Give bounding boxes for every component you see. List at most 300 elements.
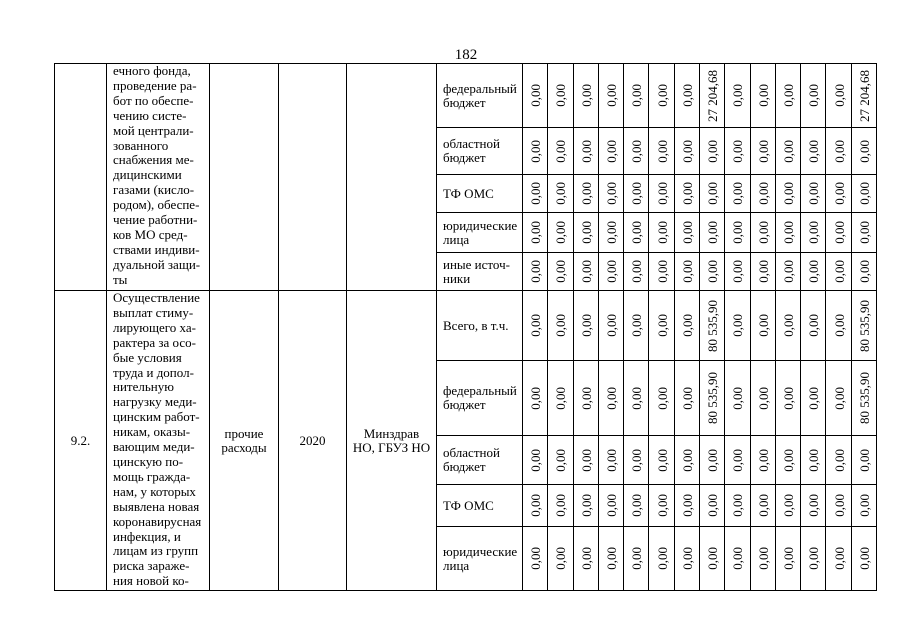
value-cell (649, 128, 674, 175)
value-cell (574, 128, 599, 175)
amount-value: 0,00 (603, 182, 619, 205)
amount-value: 0,00 (629, 139, 645, 163)
year: 2020 (299, 432, 326, 448)
value-cell (751, 213, 776, 253)
amount-value: 0,00 (603, 139, 619, 163)
funding-source-cell (437, 485, 523, 527)
amount-value: 0,00 (780, 314, 796, 337)
value-cell (801, 436, 826, 485)
value-cell (751, 361, 776, 436)
amount-value: 0,00 (831, 84, 847, 107)
amount-value: 27 204,68 (856, 69, 872, 122)
funding-source-cell (437, 253, 523, 291)
value-cell (776, 253, 801, 291)
amount-value: 0,00 (679, 448, 695, 472)
value-cell (523, 213, 548, 253)
budget-table (54, 63, 877, 591)
amount-value: 0,00 (603, 494, 619, 517)
amount-value: 0,00 (553, 386, 569, 410)
value-cell (675, 527, 700, 591)
funding-source: Всего, в т.ч. (443, 317, 509, 333)
value-cell (826, 436, 851, 485)
value-cell (649, 485, 674, 527)
amount-value: 0,00 (780, 182, 796, 205)
value-cell (776, 64, 801, 128)
value-cell (599, 291, 624, 361)
funding-source: ТФ ОМС (443, 497, 494, 513)
amount-value: 0,00 (831, 139, 847, 163)
value-cell (725, 361, 750, 436)
value-cell (700, 361, 725, 436)
amount-value: 0,00 (755, 448, 771, 472)
amount-value: 0,00 (806, 260, 822, 283)
value-cell (700, 64, 725, 128)
value-cell (599, 213, 624, 253)
amount-value: 0,00 (629, 260, 645, 283)
amount-value: 0,00 (553, 182, 569, 205)
value-cell (574, 175, 599, 213)
item-number-cell (55, 64, 107, 291)
value-cell (801, 175, 826, 213)
value-cell (624, 128, 649, 175)
amount-value: 0,00 (755, 139, 771, 163)
item-number-cell (55, 291, 107, 591)
amount-value: 0,00 (806, 448, 822, 472)
value-cell (700, 175, 725, 213)
year-cell (279, 64, 347, 291)
value-cell (624, 253, 649, 291)
amount-value: 0,00 (578, 182, 594, 205)
amount-value: 0,00 (578, 221, 594, 244)
value-cell (649, 436, 674, 485)
amount-value: 80 535,90 (705, 299, 721, 352)
value-cell (776, 291, 801, 361)
amount-value: 0,00 (806, 221, 822, 244)
value-cell (675, 213, 700, 253)
amount-value: 0,00 (654, 139, 670, 163)
amount-value: 0,00 (806, 547, 822, 570)
item-description-cell (107, 291, 210, 591)
value-cell (548, 64, 573, 128)
value-cell (548, 128, 573, 175)
value-cell (725, 64, 750, 128)
value-cell (700, 253, 725, 291)
amount-value: 0,00 (679, 139, 695, 163)
value-cell (649, 527, 674, 591)
amount-value: 0,00 (705, 182, 721, 205)
value-cell (624, 485, 649, 527)
amount-value: 0,00 (679, 221, 695, 244)
value-cell (852, 291, 877, 361)
amount-value: 0,00 (528, 182, 544, 205)
amount-value: 0,00 (856, 260, 872, 283)
amount-value: 0,00 (679, 547, 695, 570)
value-cell (700, 128, 725, 175)
amount-value: 0,00 (603, 260, 619, 283)
value-cell (776, 213, 801, 253)
amount-value: 0,00 (730, 494, 746, 517)
amount-value: 0,00 (856, 182, 872, 205)
amount-value: 0,00 (831, 547, 847, 570)
value-cell (574, 436, 599, 485)
value-cell (548, 253, 573, 291)
amount-value: 0,00 (654, 547, 670, 570)
value-cell (624, 175, 649, 213)
value-cell (826, 64, 851, 128)
amount-value: 0,00 (730, 221, 746, 244)
value-cell (548, 361, 573, 436)
amount-value: 0,00 (755, 314, 771, 337)
funding-source: юридические лица (443, 217, 518, 247)
funding-source-cell (437, 64, 523, 128)
value-cell (599, 361, 624, 436)
amount-value: 0,00 (654, 182, 670, 205)
funding-source-cell (437, 175, 523, 213)
amount-value: 0,00 (780, 139, 796, 163)
value-cell (548, 485, 573, 527)
value-cell (700, 485, 725, 527)
value-cell (801, 485, 826, 527)
funding-source-cell (437, 527, 523, 591)
amount-value: 0,00 (578, 386, 594, 410)
value-cell (751, 175, 776, 213)
funding-source: федеральный бюджет (443, 80, 517, 110)
value-cell (801, 291, 826, 361)
amount-value: 0,00 (705, 260, 721, 283)
value-cell (751, 436, 776, 485)
value-cell (725, 253, 750, 291)
amount-value: 0,00 (553, 494, 569, 517)
value-cell (675, 361, 700, 436)
amount-value: 0,00 (603, 547, 619, 570)
value-cell (751, 253, 776, 291)
value-cell (725, 527, 750, 591)
value-cell (700, 291, 725, 361)
value-cell (523, 175, 548, 213)
amount-value: 0,00 (553, 139, 569, 163)
amount-value: 0,00 (578, 139, 594, 163)
value-cell (675, 436, 700, 485)
value-cell (852, 64, 877, 128)
value-cell (599, 436, 624, 485)
amount-value: 0,00 (553, 314, 569, 337)
value-cell (523, 291, 548, 361)
amount-value: 0,00 (730, 448, 746, 472)
amount-value: 0,00 (831, 386, 847, 410)
amount-value: 0,00 (654, 221, 670, 244)
value-cell (776, 527, 801, 591)
funding-source: ТФ ОМС (443, 185, 494, 201)
amount-value: 0,00 (780, 386, 796, 410)
amount-value: 0,00 (856, 494, 872, 517)
amount-value: 0,00 (780, 260, 796, 283)
value-cell (624, 436, 649, 485)
value-cell (725, 128, 750, 175)
amount-value: 0,00 (730, 182, 746, 205)
value-cell (801, 361, 826, 436)
value-cell (801, 527, 826, 591)
amount-value: 0,00 (730, 84, 746, 107)
amount-value: 0,00 (856, 547, 872, 570)
amount-value: 0,00 (705, 448, 721, 472)
value-cell (649, 253, 674, 291)
value-cell (700, 436, 725, 485)
value-cell (675, 253, 700, 291)
funding-source-cell (437, 436, 523, 485)
amount-value: 0,00 (528, 448, 544, 472)
amount-value: 0,00 (528, 84, 544, 107)
amount-value: 0,00 (755, 494, 771, 517)
amount-value: 0,00 (705, 221, 721, 244)
value-cell (675, 485, 700, 527)
funding-source: областной бюджет (443, 136, 500, 165)
amount-value: 0,00 (578, 547, 594, 570)
amount-value: 0,00 (679, 260, 695, 283)
amount-value: 0,00 (629, 494, 645, 517)
value-cell (574, 253, 599, 291)
amount-value: 80 535,90 (705, 372, 721, 424)
amount-value: 0,00 (578, 260, 594, 283)
value-cell (574, 213, 599, 253)
amount-value: 0,00 (578, 448, 594, 472)
value-cell (776, 436, 801, 485)
value-cell (852, 175, 877, 213)
amount-value: 0,00 (578, 494, 594, 517)
value-cell (599, 128, 624, 175)
value-cell (624, 213, 649, 253)
amount-value: 0,00 (654, 386, 670, 410)
funding-source: федеральный бюджет (443, 383, 517, 412)
amount-value: 0,00 (806, 139, 822, 163)
amount-value: 0,00 (755, 221, 771, 244)
amount-value: 80 535,90 (856, 372, 872, 424)
amount-value: 0,00 (679, 386, 695, 410)
amount-value: 0,00 (831, 314, 847, 337)
value-cell (548, 291, 573, 361)
amount-value: 0,00 (806, 386, 822, 410)
value-cell (675, 64, 700, 128)
value-cell (725, 213, 750, 253)
value-cell (523, 64, 548, 128)
amount-value: 0,00 (730, 314, 746, 337)
amount-value: 0,00 (528, 386, 544, 410)
amount-value: 0,00 (755, 547, 771, 570)
amount-value: 0,00 (528, 314, 544, 337)
amount-value: 0,00 (528, 547, 544, 570)
executor-cell (347, 291, 437, 591)
amount-value: 0,00 (603, 386, 619, 410)
amount-value: 0,00 (553, 260, 569, 283)
amount-value: 0,00 (654, 494, 670, 517)
amount-value: 0,00 (679, 494, 695, 517)
value-cell (574, 485, 599, 527)
value-cell (852, 128, 877, 175)
amount-value: 0,00 (856, 448, 872, 472)
value-cell (826, 175, 851, 213)
executor-cell (347, 64, 437, 291)
value-cell (776, 485, 801, 527)
amount-value: 0,00 (831, 448, 847, 472)
value-cell (574, 361, 599, 436)
year-cell (279, 291, 347, 591)
amount-value: 0,00 (730, 547, 746, 570)
amount-value: 0,00 (730, 139, 746, 163)
value-cell (624, 527, 649, 591)
amount-value: 0,00 (553, 547, 569, 570)
amount-value: 0,00 (831, 260, 847, 283)
amount-value: 0,00 (806, 494, 822, 517)
expense-type: прочие расходы (221, 425, 267, 455)
value-cell (523, 485, 548, 527)
value-cell (751, 64, 776, 128)
value-cell (826, 213, 851, 253)
amount-value: 0,00 (603, 84, 619, 107)
value-cell (624, 291, 649, 361)
amount-value: 0,00 (603, 221, 619, 244)
value-cell (548, 175, 573, 213)
value-cell (523, 128, 548, 175)
funding-source-cell (437, 291, 523, 361)
expense-type-cell (210, 64, 279, 291)
value-cell (624, 64, 649, 128)
amount-value: 0,00 (553, 84, 569, 107)
value-cell (574, 64, 599, 128)
amount-value: 0,00 (806, 314, 822, 337)
amount-value: 0,00 (654, 314, 670, 337)
value-cell (523, 253, 548, 291)
amount-value: 0,00 (780, 448, 796, 472)
amount-value: 0,00 (856, 221, 872, 244)
value-cell (725, 175, 750, 213)
value-cell (700, 527, 725, 591)
amount-value: 0,00 (831, 221, 847, 244)
item-description: Осуществление выплат стиму- лирующего ха- рактера за осо- бые условия труда и допол- нительную нагрузку меди- цинским работ- никам, оказы- вающим меди- цинскую по- мощь гражда- нам, у которых выявлена новая коронавирусная инфекция, и лицам из групп риска зараже- ния новой ко- (113, 291, 202, 589)
amount-value: 0,00 (654, 448, 670, 472)
value-cell (523, 361, 548, 436)
value-cell (675, 291, 700, 361)
value-cell (826, 253, 851, 291)
value-cell (725, 436, 750, 485)
value-cell (649, 361, 674, 436)
amount-value: 0,00 (780, 494, 796, 517)
amount-value: 0,00 (629, 182, 645, 205)
amount-value: 0,00 (679, 314, 695, 337)
value-cell (801, 128, 826, 175)
amount-value: 0,00 (603, 448, 619, 472)
amount-value: 0,00 (679, 182, 695, 205)
value-cell (599, 527, 624, 591)
item-description: ечного фонда, проведение ра- бот по обеспе- чению систе- мой централи- зованного снабжения ме- дицинскими газами (кисло- родом), обеспе- чение работни- ков МО сред- ствами индиви- дуальной защи- ты (113, 64, 201, 287)
value-cell (624, 361, 649, 436)
amount-value: 0,00 (856, 139, 872, 163)
amount-value: 0,00 (705, 494, 721, 517)
value-cell (599, 253, 624, 291)
amount-value: 0,00 (528, 260, 544, 283)
amount-value: 0,00 (528, 221, 544, 244)
funding-source-cell (437, 213, 523, 253)
value-cell (649, 291, 674, 361)
amount-value: 0,00 (831, 494, 847, 517)
value-cell (852, 485, 877, 527)
value-cell (599, 64, 624, 128)
value-cell (776, 361, 801, 436)
amount-value: 0,00 (705, 139, 721, 163)
value-cell (675, 175, 700, 213)
value-cell (649, 64, 674, 128)
item-description-cell (107, 64, 210, 291)
value-cell (751, 128, 776, 175)
amount-value: 0,00 (780, 221, 796, 244)
amount-value: 0,00 (629, 314, 645, 337)
value-cell (751, 485, 776, 527)
value-cell (801, 64, 826, 128)
amount-value: 0,00 (603, 314, 619, 337)
amount-value: 0,00 (705, 547, 721, 570)
value-cell (523, 436, 548, 485)
page-number: 182 (454, 47, 478, 63)
value-cell (574, 291, 599, 361)
value-cell (776, 175, 801, 213)
amount-value: 0,00 (528, 139, 544, 163)
value-cell (548, 436, 573, 485)
funding-source: областной бюджет (443, 445, 500, 474)
funding-source-cell (437, 128, 523, 175)
value-cell (852, 213, 877, 253)
amount-value: 0,00 (578, 314, 594, 337)
value-cell (826, 361, 851, 436)
amount-value: 0,00 (654, 260, 670, 283)
expense-type-cell (210, 291, 279, 591)
amount-value: 0,00 (730, 386, 746, 410)
amount-value: 27 204,68 (705, 69, 721, 122)
value-cell (649, 213, 674, 253)
amount-value: 0,00 (553, 448, 569, 472)
value-cell (649, 175, 674, 213)
funding-source: юридические лица (443, 543, 518, 573)
value-cell (852, 436, 877, 485)
value-cell (751, 291, 776, 361)
value-cell (826, 527, 851, 591)
value-cell (826, 291, 851, 361)
amount-value: 0,00 (755, 182, 771, 205)
value-cell (725, 485, 750, 527)
value-cell (801, 213, 826, 253)
amount-value: 0,00 (629, 221, 645, 244)
value-cell (548, 527, 573, 591)
value-cell (826, 485, 851, 527)
amount-value: 0,00 (654, 84, 670, 107)
amount-value: 0,00 (831, 182, 847, 205)
amount-value: 0,00 (755, 84, 771, 107)
amount-value: 0,00 (629, 386, 645, 410)
amount-value: 0,00 (780, 84, 796, 107)
amount-value: 0,00 (578, 84, 594, 107)
value-cell (599, 485, 624, 527)
amount-value: 0,00 (528, 494, 544, 517)
amount-value: 0,00 (780, 547, 796, 570)
funding-source-cell (437, 361, 523, 436)
amount-value: 0,00 (629, 448, 645, 472)
item-number: 9.2. (70, 432, 91, 448)
value-cell (751, 527, 776, 591)
value-cell (826, 128, 851, 175)
value-cell (801, 253, 826, 291)
value-cell (523, 527, 548, 591)
amount-value: 0,00 (629, 84, 645, 107)
funding-source: иные источ- ники (443, 256, 510, 286)
value-cell (776, 128, 801, 175)
amount-value: 0,00 (806, 84, 822, 107)
